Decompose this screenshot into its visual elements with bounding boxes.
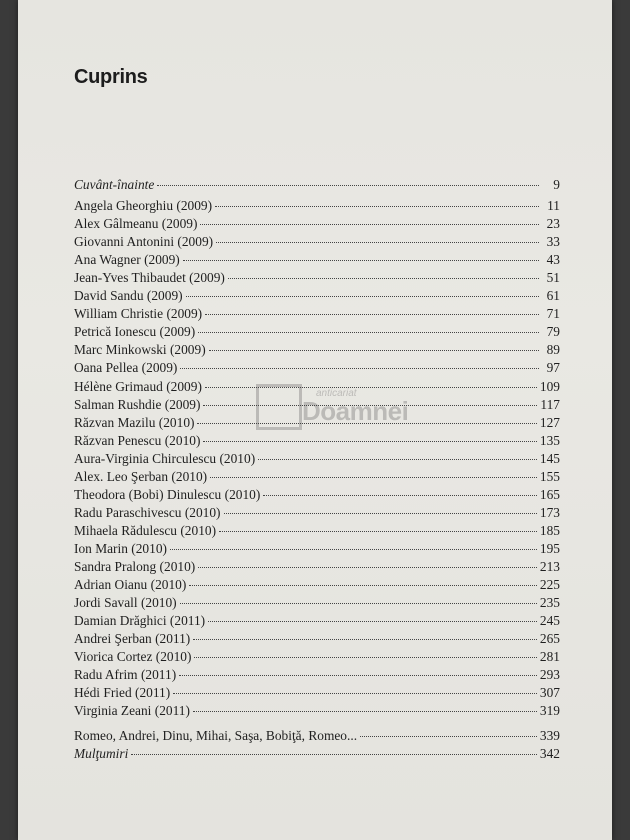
toc-leader-dots [228, 278, 539, 279]
toc-entry [74, 612, 560, 630]
toc-entry-label: Theodora (Bobi) Dinulescu (2010) [74, 486, 261, 502]
toc-entry [74, 176, 560, 194]
toc-leader-dots [157, 185, 539, 186]
toc-entry [74, 727, 560, 745]
toc-entry-label: Sandra Pralong (2010) [74, 558, 196, 574]
toc-leader-dots [360, 736, 537, 737]
toc-entry [74, 594, 560, 612]
toc-leader-dots [193, 639, 537, 640]
toc-entry [74, 432, 560, 450]
toc-leader-dots [216, 242, 539, 243]
toc-entry-label: Viorica Cortez (2010) [74, 649, 192, 665]
toc-entry [74, 215, 560, 233]
toc-entry [74, 630, 560, 648]
toc-leader-dots [189, 585, 537, 586]
toc-entry-page-number: 165 [539, 486, 560, 502]
page-title: Cuprins [74, 66, 148, 88]
toc-leader-dots [224, 513, 537, 514]
toc-leader-dots [183, 260, 539, 261]
toc-entry-label: Alex Gâlmeanu (2009) [74, 216, 198, 232]
book-page [18, 0, 612, 840]
toc-entry [74, 378, 560, 396]
toc-entry-label: Andrei Şerban (2011) [74, 631, 191, 647]
toc-leader-dots [170, 549, 537, 550]
toc-entry [74, 359, 560, 377]
toc-entry-label: David Sandu (2009) [74, 288, 183, 304]
toc-leader-dots [180, 368, 539, 369]
toc-leader-dots [210, 477, 537, 478]
toc-leader-dots [200, 224, 539, 225]
toc-entry-label: Alex. Leo Şerban (2010) [74, 468, 208, 484]
toc-entry-label: Ana Wagner (2009) [74, 252, 180, 268]
toc-entry-page-number: 281 [539, 649, 560, 665]
toc-entry [74, 197, 560, 215]
toc-entry-label: Giovanni Antonini (2009) [74, 234, 214, 250]
toc-entry-page-number: 145 [539, 450, 560, 466]
toc-entry [74, 468, 560, 486]
toc-entry [74, 504, 560, 522]
toc-leader-dots [180, 603, 537, 604]
toc-entry-page-number: 117 [540, 396, 560, 412]
toc-entry-label: Adrian Oianu (2010) [74, 577, 187, 593]
toc-entry-page-number: 155 [539, 468, 560, 484]
toc-leader-dots [208, 621, 537, 622]
toc-entry-label: Aura-Virginia Chirculescu (2010) [74, 450, 256, 466]
toc-entry-page-number: 33 [546, 234, 560, 250]
toc-entry-label: Răzvan Penescu (2010) [74, 432, 201, 448]
toc-leader-dots [179, 675, 537, 676]
toc-entry-page-number: 293 [539, 667, 560, 683]
toc-entry-page-number: 51 [546, 270, 560, 286]
toc-entry-label: William Christie (2009) [74, 306, 203, 322]
toc-leader-dots [263, 495, 537, 496]
toc-entry-label: Radu Paraschivescu (2010) [74, 504, 221, 520]
toc-entry [74, 450, 560, 468]
toc-entry [74, 666, 560, 684]
toc-entry-label: Jordi Savall (2010) [74, 595, 177, 611]
toc-entry-page-number: 225 [539, 577, 560, 593]
toc-leader-dots [194, 657, 536, 658]
toc-entry-page-number: 339 [539, 728, 560, 744]
toc-entry [74, 414, 560, 432]
toc-entry [74, 341, 560, 359]
toc-entry [74, 576, 560, 594]
toc-entry-page-number: 71 [546, 306, 560, 322]
toc-leader-dots [193, 711, 537, 712]
toc-entry [74, 233, 560, 251]
toc-entry-label: Ion Marin (2010) [74, 540, 167, 556]
toc-entry-label: Virginia Zeani (2011) [74, 703, 190, 719]
watermark-small-text: anticariat [316, 388, 357, 399]
toc-leader-dots [203, 441, 536, 442]
toc-entry-label: Jean-Yves Thibaudet (2009) [74, 270, 225, 286]
toc-entry [74, 396, 560, 414]
toc-entry-page-number: 245 [539, 613, 560, 629]
toc-entry-label: Mulţumiri [74, 746, 129, 762]
toc-entry [74, 745, 560, 763]
toc-entry-page-number: 307 [539, 685, 560, 701]
toc-entry-label: Răzvan Mazilu (2010) [74, 414, 195, 430]
toc-entry-page-number: 43 [546, 252, 560, 268]
toc-entry [74, 323, 560, 341]
toc-entry-page-number: 342 [539, 746, 560, 762]
toc-leader-dots [198, 567, 537, 568]
toc-leader-dots [198, 332, 539, 333]
toc-entry-page-number: 79 [546, 324, 560, 340]
toc-leader-dots [205, 387, 537, 388]
toc-entry-label: Oana Pellea (2009) [74, 360, 178, 376]
toc-leader-dots [205, 314, 539, 315]
toc-entry-label: Damian Drăghici (2011) [74, 613, 206, 629]
toc-entry-page-number: 265 [539, 631, 560, 647]
toc-leader-dots [186, 296, 539, 297]
toc-leader-dots [197, 423, 536, 424]
toc-entry-label: Angela Gheorghiu (2009) [74, 198, 213, 214]
toc-entry-page-number: 109 [539, 378, 560, 394]
toc-entry-page-number: 127 [539, 414, 560, 430]
toc-entry-page-number: 9 [553, 177, 560, 192]
toc-entry [74, 287, 560, 305]
toc-entry-label: Petrică Ionescu (2009) [74, 324, 196, 340]
toc-entry-page-number: 61 [546, 288, 560, 304]
toc-entry-page-number: 173 [539, 504, 560, 520]
toc-entry-page-number: 185 [539, 522, 560, 538]
toc-entry-page-number: 213 [539, 558, 560, 574]
toc-entry-label: Salman Rushdie (2009) [74, 396, 201, 412]
toc-leader-dots [219, 531, 537, 532]
toc-entry-page-number: 23 [546, 216, 560, 232]
toc-leader-dots [215, 206, 539, 207]
toc-leader-dots [173, 693, 537, 694]
toc-entry [74, 540, 560, 558]
toc-entry-label: Hélène Grimaud (2009) [74, 378, 202, 394]
toc-entry-page-number: 97 [546, 360, 560, 376]
toc-entry-label: Romeo, Andrei, Dinu, Mihai, Saşa, Bobiţă, Romeo... [74, 728, 358, 744]
toc-entry-page-number: 235 [539, 595, 560, 611]
toc-entry-page-number: 89 [546, 342, 560, 358]
toc-entry-page-number: 11 [547, 198, 560, 214]
toc-entry [74, 305, 560, 323]
toc-entry [74, 251, 560, 269]
table-of-contents [74, 176, 560, 764]
toc-leader-dots [203, 405, 537, 406]
toc-entry [74, 558, 560, 576]
toc-entry-label: Radu Afrim (2011) [74, 667, 177, 683]
toc-entry-page-number: 195 [539, 540, 560, 556]
toc-entry-page-number: 135 [539, 432, 560, 448]
toc-entry [74, 269, 560, 287]
toc-entry [74, 486, 560, 504]
toc-entry-label: Cuvânt-înainte [74, 177, 155, 192]
toc-entry-page-number: 319 [539, 703, 560, 719]
watermark-big-text: Doamnei [302, 396, 409, 426]
toc-entry-label: Mihaela Rădulescu (2010) [74, 522, 217, 538]
toc-leader-dots [209, 350, 539, 351]
toc-leader-dots [131, 754, 537, 755]
toc-entry-label: Hédi Fried (2011) [74, 685, 171, 701]
toc-leader-dots [258, 459, 537, 460]
toc-entry [74, 522, 560, 540]
toc-entry [74, 702, 560, 720]
toc-entry-label: Marc Minkowski (2009) [74, 342, 206, 358]
toc-entry [74, 684, 560, 702]
toc-entry [74, 648, 560, 666]
